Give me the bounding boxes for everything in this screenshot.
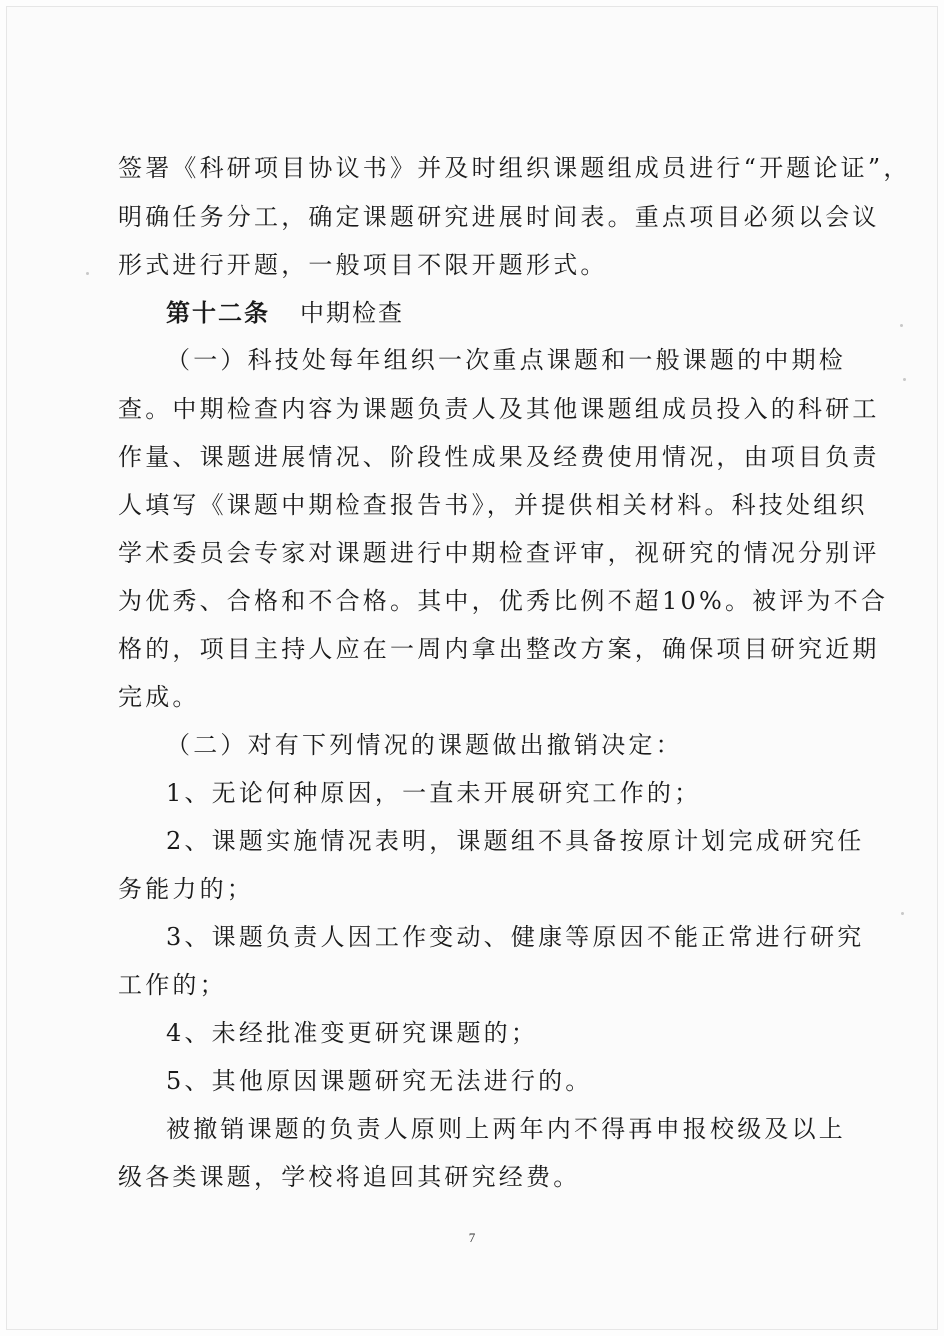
paragraph-line: （一）科技处每年组织一次重点课题和一般课题的中期检 [166, 346, 846, 374]
paragraph-intro: （二）对有下列情况的课题做出撤销决定： [166, 731, 683, 759]
list-item: 1、无论何种原因，一直未开展研究工作的； [166, 779, 702, 807]
closing-line: 级各类课题，学校将追回其研究经费。 [118, 1163, 581, 1191]
body-line: 签署《科研项目协议书》并及时组织课题组成员进行“开题论证”， [118, 154, 911, 182]
body-line: 明确任务分工，确定课题研究进展时间表。重点项目必须以会议 [118, 203, 880, 231]
paragraph-line: 格的，项目主持人应在一周内拿出整改方案，确保项目研究近期 [118, 635, 880, 663]
page-number: 7 [468, 1230, 476, 1245]
paragraph-line: 查。中期检查内容为课题负责人及其他课题组成员投入的科研工 [118, 395, 880, 423]
section-heading [166, 293, 404, 333]
scan-speck [903, 378, 906, 381]
list-item-continuation: 务能力的； [118, 875, 254, 903]
paragraph-line: 为优秀、合格和不合格。其中，优秀比例不超10%。被评为不合 [118, 587, 889, 615]
scan-speck [900, 324, 903, 327]
list-item-continuation: 工作的； [118, 971, 227, 999]
scan-speck [901, 912, 904, 915]
paragraph-line: 学术委员会专家对课题进行中期检查评审，视研究的情况分别评 [118, 539, 880, 567]
list-item: 5、其他原因课题研究无法进行的。 [166, 1067, 593, 1095]
section-label: 第十二条 [166, 298, 270, 327]
closing-line: 被撤销课题的负责人原则上两年内不得再申报校级及以上 [166, 1115, 846, 1143]
paragraph-line: 作量、课题进展情况、阶段性成果及经费使用情况，由项目负责 [118, 443, 880, 471]
body-line: 形式进行开题，一般项目不限开题形式。 [118, 251, 608, 279]
paragraph-line: 完成。 [118, 683, 200, 711]
section-title: 中期检查 [300, 299, 404, 327]
list-item: 2、课题实施情况表明，课题组不具备按原计划完成研究任 [166, 827, 865, 855]
list-item: 4、未经批准变更研究课题的； [166, 1019, 539, 1047]
scan-speck [86, 272, 89, 275]
list-item: 3、课题负责人因工作变动、健康等原因不能正常进行研究 [166, 923, 865, 951]
paragraph-line: 人填写《课题中期检查报告书》，并提供相关材料。科技处组织 [118, 491, 868, 519]
